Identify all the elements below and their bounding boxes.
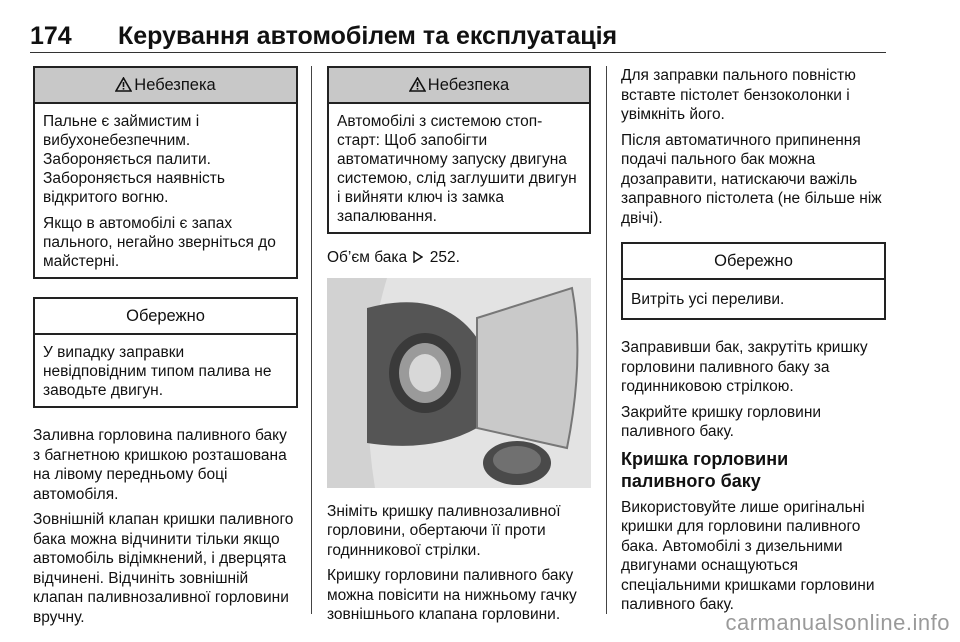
danger-text: Якщо в автомобілі є запах пального, негайно зверніться до майстерні. [43,215,276,270]
body-paragraph: Зніміть кришку паливнозаливної горловини, обертаючи її проти годинникової стрілки. [327,502,561,559]
column-3 [621,66,886,621]
warning-triangle-icon [409,77,426,92]
volume-label: Об’єм бака [327,249,408,266]
caution-box-header: Обережно [35,299,296,335]
danger-heading: Небезпека [134,76,216,94]
section-heading: Кришка горловини паливного баку [621,448,789,491]
watermark: carmanualsonline.info [725,610,950,635]
page-number: 174 [30,22,72,50]
page-header [30,22,886,52]
caution-box [621,242,886,320]
caution-box [33,297,298,408]
caution-text: Витріть усі переливи. [631,291,785,308]
volume-page-link[interactable]: 252. [429,249,460,266]
column-1 [33,66,298,633]
danger-box [327,66,591,234]
danger-heading: Небезпека [427,76,510,94]
body-paragraph: Заливна горловина паливного баку з багнетною кришкою розташована на лівому передньому боці автомобіля. [33,427,287,503]
body-paragraph: Використовуйте лише оригінальні кришки для горловини паливного бака. Автомобілі з дизельними двигунами оснащуються спеціальними кришками горловини паливного баку. [621,498,875,613]
danger-box [33,66,298,279]
caution-box-header: Обережно [623,244,884,280]
danger-box-header [35,68,296,104]
fuel-filler-illustration [327,278,591,488]
danger-text: Пальне є займистим і вибухонебезпечним. Забороняється палити. Забороняється наявність відкритого вогню. [43,113,225,206]
column-divider [606,66,607,614]
body-paragraph: Заправивши бак, закрутіть кришку горловини паливного баку за годинниковою стрілкою. [621,339,868,395]
volume-reference [327,248,591,268]
body-paragraph: Для заправки пального повністю вставте пістолет бензоколонки і увімкніть його. [621,67,856,123]
warning-triangle-icon [115,77,132,92]
caution-text: У випадку заправки невідповідним типом палива не заводьте двигун. [43,344,272,399]
page-title: Керування автомобілем та експлуатація [118,22,618,50]
header-rule [30,52,886,53]
page-reference-icon [413,251,423,263]
danger-text: Автомобілі з системою стоп-старт: Щоб запобігти автоматичному запуску двигуна системою, слід заглушити двигун і вийняти ключ із замка запалювання. [337,113,577,225]
column-2 [327,66,591,631]
danger-box-header [329,68,589,104]
body-paragraph: Закрийте кришку горловини паливного баку. [621,403,822,440]
column-divider [311,66,312,614]
body-paragraph: Зовнішній клапан кришки паливного бака можна відчинити тільки якщо автомобіль відімкнений, і дверцята відчинені. Відчиніть зовнішній клапан паливнозаливної горловини вручну. [33,511,294,626]
fuel-filler-photo [327,278,591,488]
body-paragraph: Кришку горловини паливного баку можна повісити на нижньому гачку зовнішнього клапана горловини. [327,567,577,623]
body-paragraph: Після автоматичного припинення подачі пального бак можна дозаправити, натискаючи важіль заправного пістолета (не більше ніж двічі). [621,131,882,227]
